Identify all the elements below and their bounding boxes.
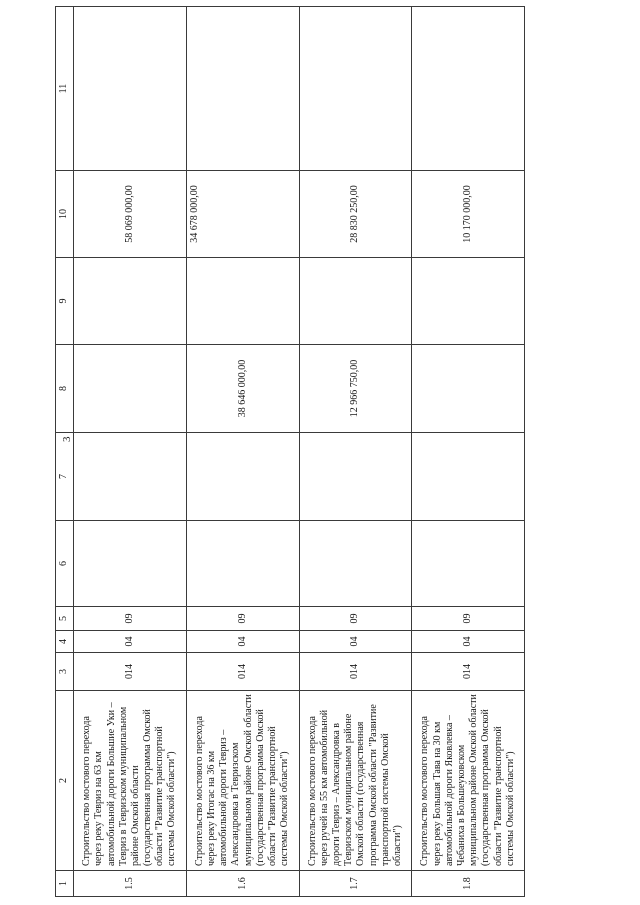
cell-col-3: 014 xyxy=(74,653,187,691)
cell-col-5: 09 xyxy=(299,607,412,631)
row-description: Строительство мостового перехода через реку Большая Тава на 30 км автомобильной дороги Яковлевка – Чебаниха в Большеуковском муниципальном районе Омской области (государственная программа Омской области "Развитие транспортной системы Омской области") xyxy=(412,691,525,871)
row-number: 1.5 xyxy=(74,871,187,897)
column-header-10: 10 xyxy=(56,171,74,258)
table-row xyxy=(74,7,187,897)
row-description: Строительство мостового перехода через ручей на 55 км автомобильной дороги Тевриз – Александровка в Тевризском муниципальном районе Омской области (государственная программа Омской области "Развитие транспортной системы Омской области") xyxy=(299,691,412,871)
cell-col-5: 09 xyxy=(74,607,187,631)
cell-col-11 xyxy=(74,7,187,171)
cell-col-4: 04 xyxy=(299,631,412,653)
column-header-9: 9 xyxy=(56,258,74,345)
cell-col-4: 04 xyxy=(412,631,525,653)
cell-col-5: 09 xyxy=(186,607,299,631)
row-number: 1.6 xyxy=(186,871,299,897)
column-header-11: 11 xyxy=(56,7,74,171)
column-header-5: 5 xyxy=(56,607,74,631)
column-header-8: 8 xyxy=(56,345,74,433)
cell-col-6 xyxy=(186,521,299,607)
cell-col-3: 014 xyxy=(299,653,412,691)
row-number: 1.8 xyxy=(412,871,525,897)
cell-col-9 xyxy=(299,258,412,345)
cell-col-10: 28 830 250,00 xyxy=(299,171,412,258)
cell-col-5: 09 xyxy=(412,607,525,631)
cell-col-8: 38 646 000,00 xyxy=(186,345,299,433)
cell-col-6 xyxy=(299,521,412,607)
cell-col-8 xyxy=(74,345,187,433)
table-row xyxy=(412,7,525,897)
cell-col-10: 58 069 000,00 xyxy=(74,171,187,258)
cell-col-9 xyxy=(74,258,187,345)
table-row xyxy=(299,7,412,897)
cell-col-9 xyxy=(186,258,299,345)
cell-col-11 xyxy=(412,7,525,171)
row-number: 1.7 xyxy=(299,871,412,897)
cell-col-10: 34 678 000,00 xyxy=(186,171,299,258)
row-description: Строительство мостового перехода через реку Тевриз на 63 км автомобильной дороги Большие Уки – Тевриз в Тевризском муниципальном районе Омской области (государственная программа Омской области "Развитие транспортной системы Омской области") xyxy=(74,691,187,871)
cell-col-10: 10 170 000,00 xyxy=(412,171,525,258)
cell-col-7 xyxy=(74,433,187,521)
column-header-4: 4 xyxy=(56,631,74,653)
cell-col-7 xyxy=(299,433,412,521)
page-number: 3 xyxy=(61,436,73,442)
cell-col-4: 04 xyxy=(74,631,187,653)
budget-table xyxy=(55,6,525,897)
cell-col-8 xyxy=(412,345,525,433)
table-row xyxy=(186,7,299,897)
cell-col-8: 12 966 750,00 xyxy=(299,345,412,433)
column-header-3: 3 xyxy=(56,653,74,691)
cell-col-3: 014 xyxy=(412,653,525,691)
cell-col-11 xyxy=(186,7,299,171)
header-row xyxy=(56,7,74,897)
cell-col-6 xyxy=(74,521,187,607)
cell-col-7 xyxy=(412,433,525,521)
row-description: Строительство мостового перехода через реку Итогас на 36 км автомобильной дороги Тевриз – Александровка в Тевризском муниципальном районе Омской области (государственная программа Омской области "Развитие транспортной системы Омской области") xyxy=(186,691,299,871)
column-header-7: 7 xyxy=(56,433,74,521)
column-header-2: 2 xyxy=(56,691,74,871)
cell-col-4: 04 xyxy=(186,631,299,653)
table-wrapper xyxy=(55,7,525,897)
cell-col-6 xyxy=(412,521,525,607)
cell-col-11 xyxy=(299,7,412,171)
cell-col-9 xyxy=(412,258,525,345)
cell-col-3: 014 xyxy=(186,653,299,691)
column-header-6: 6 xyxy=(56,521,74,607)
cell-col-7 xyxy=(186,433,299,521)
column-header-1: 1 xyxy=(56,871,74,897)
